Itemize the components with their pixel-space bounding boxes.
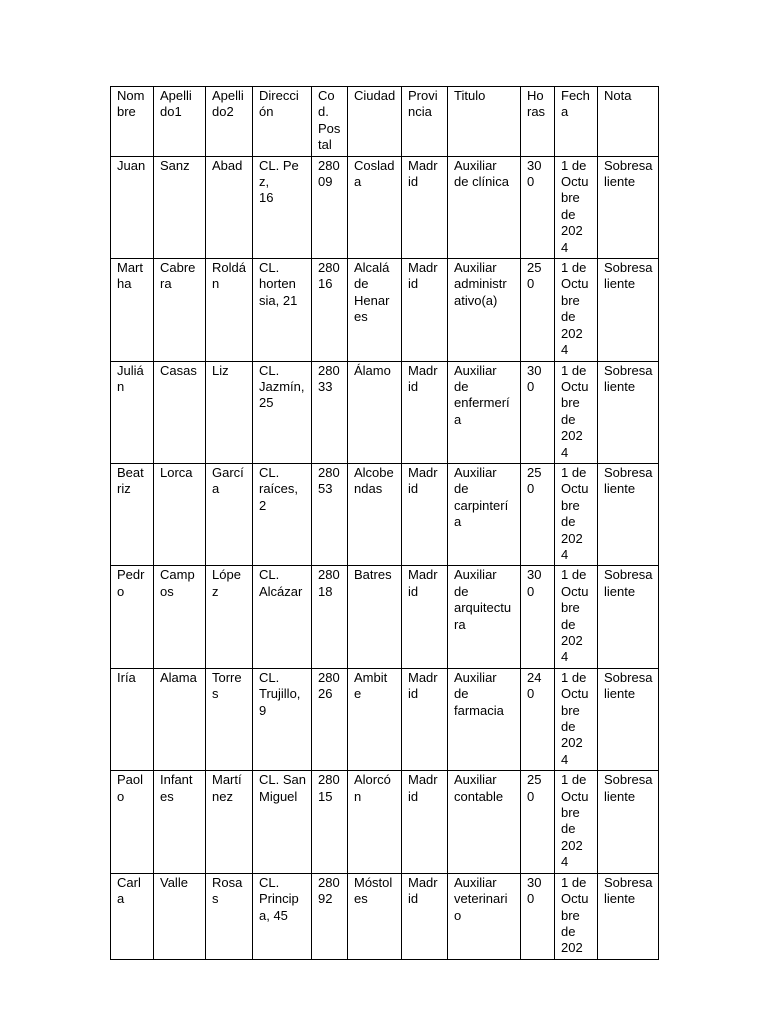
cell-text: Alorcó n [354,772,391,804]
cell-text: Sobresa liente [604,464,653,497]
cell-nombre [111,566,154,668]
cell-apellido2 [206,668,253,770]
cell-ciudad [348,463,402,565]
cell-text: 1 de Octu bre de 202 4 [561,669,589,767]
header-provincia [402,87,448,157]
cell-text: 25 0 [527,772,542,804]
cell-horas [521,668,555,770]
cell-text: Auxiliar contable [454,772,504,804]
cell-nombre [111,873,154,959]
cell-apellido1 [154,259,206,361]
cell-text: Juliá n [117,362,144,394]
header-nombre [111,87,154,157]
cell-text: Auxiliar de clínica [454,157,509,190]
cell-provincia [402,873,448,959]
cell-text: 280 15 [318,772,340,804]
cell-nota [598,463,659,565]
cell-text: 25 0 [527,260,542,292]
cell-provincia [402,259,448,361]
cell-nota [598,566,659,668]
cell-fecha [555,668,598,770]
cell-apellido2 [206,463,253,565]
cell-text: CL. Trujillo, 9 [259,669,301,718]
cell-text: Móstol es [354,874,393,907]
cell-cod-postal [312,668,348,770]
cell-ciudad [348,668,402,770]
cell-direccion [253,259,312,361]
cell-direccion [253,873,312,959]
cell-titulo [448,156,521,258]
cell-horas [521,873,555,959]
cell-text: Madr id [408,669,438,702]
cell-text: Coslad a [354,157,395,190]
cell-fecha [555,156,598,258]
cell-fecha [555,873,598,959]
table-row [111,668,659,770]
header-row [111,87,659,157]
cell-text: 1 de Octu bre de 202 4 [561,260,589,358]
cell-cod-postal [312,771,348,873]
cell-text: Madr id [408,362,438,394]
cell-text: CL. San Miguel [259,772,306,804]
cell-text: Valle [160,874,188,890]
cell-text: Juan [117,157,146,173]
header-label: Fech a [561,88,590,120]
header-label: Ho ras [527,88,546,120]
cell-text: 280 33 [318,362,340,394]
cell-text: 1 de Octu bre de 202 4 [561,567,589,665]
header-fecha [555,87,598,157]
header-nota [598,87,659,157]
cell-text: Sobresa liente [604,669,653,702]
cell-text: CL. Pez, 16 [259,157,299,206]
cell-text: Auxiliar de carpinterí a [454,464,509,530]
table-row [111,873,659,959]
cell-text: Madr id [408,874,438,907]
header-label: Apelli do1 [160,88,192,120]
cell-text: 30 0 [527,567,542,599]
cell-text: Paol o [117,772,144,804]
table-row [111,156,659,258]
cell-provincia [402,668,448,770]
header-ciudad [348,87,402,157]
students-table [110,86,659,960]
cell-apellido1 [154,361,206,463]
cell-apellido1 [154,873,206,959]
cell-text: Madr id [408,260,438,292]
cell-text: Rosas [212,874,243,907]
cell-titulo [448,361,521,463]
cell-text: Madr id [408,464,438,497]
cell-text: 30 0 [527,157,542,190]
cell-apellido2 [206,566,253,668]
header-label: Ciudad [354,88,396,103]
cell-text: Sobresa liente [604,157,653,190]
cell-text: CL. raíces, 2 [259,464,299,513]
cell-direccion [253,668,312,770]
cell-fecha [555,566,598,668]
header-apellido2 [206,87,253,157]
header-label: Nota [604,88,632,103]
cell-titulo [448,873,521,959]
cell-ciudad [348,873,402,959]
cell-cod-postal [312,873,348,959]
cell-nota [598,156,659,258]
cell-horas [521,259,555,361]
table-row [111,566,659,668]
cell-text: Álamo [354,362,391,378]
cell-text: Beat riz [117,464,144,497]
cell-text: 1 de Octu bre de 202 4 [561,157,589,255]
header-label: Co d. Pos tal [318,88,341,153]
cell-horas [521,771,555,873]
cell-provincia [402,463,448,565]
cell-apellido2 [206,156,253,258]
cell-text: Liz [212,362,229,378]
cell-text: Sobresa liente [604,260,653,292]
cell-ciudad [348,566,402,668]
cell-cod-postal [312,566,348,668]
cell-nota [598,873,659,959]
cell-text: Sobresa liente [604,772,653,804]
table-row [111,361,659,463]
cell-cod-postal [312,463,348,565]
cell-text: 30 0 [527,362,542,394]
cell-text: CL. Princip a, 45 [259,874,299,923]
table-header [111,87,659,157]
cell-text: Auxiliar veterinari o [454,874,508,923]
cell-apellido1 [154,771,206,873]
cell-provincia [402,771,448,873]
cell-text: Pedr o [117,567,145,599]
cell-apellido1 [154,566,206,668]
cell-fecha [555,771,598,873]
cell-text: Sobresa liente [604,567,653,599]
cell-titulo [448,668,521,770]
cell-text: Auxiliar de farmacia [454,669,504,718]
cell-text: Torre s [212,669,242,702]
cell-text: Mart ha [117,260,143,292]
cell-titulo [448,259,521,361]
header-label: Provi ncia [408,88,438,120]
cell-text: CL. Alcázar [259,567,303,599]
cell-apellido1 [154,156,206,258]
cell-text: Carl a [117,874,141,907]
cell-apellido1 [154,463,206,565]
header-titulo [448,87,521,157]
cell-direccion [253,463,312,565]
cell-text: Sobresa liente [604,874,653,907]
cell-text: 1 de Octu bre de 202 [561,874,589,956]
header-horas [521,87,555,157]
cell-direccion [253,156,312,258]
cell-nombre [111,771,154,873]
cell-fecha [555,259,598,361]
cell-fecha [555,463,598,565]
cell-provincia [402,156,448,258]
cell-titulo [448,771,521,873]
cell-apellido2 [206,361,253,463]
cell-text: 25 0 [527,464,542,497]
cell-text: Madr id [408,772,438,804]
cell-text: Auxiliar administr ativo(a) [454,260,507,308]
cell-horas [521,156,555,258]
cell-ciudad [348,771,402,873]
cell-text: 30 0 [527,874,542,907]
cell-cod-postal [312,156,348,258]
cell-text: Auxiliar de arquitectu ra [454,567,512,632]
cell-cod-postal [312,361,348,463]
cell-text: Iría [117,669,136,685]
cell-nombre [111,259,154,361]
cell-text: Sobresa liente [604,362,653,394]
table-body [111,156,659,959]
table-row [111,259,659,361]
header-direccion [253,87,312,157]
cell-titulo [448,566,521,668]
table-row [111,771,659,873]
cell-ciudad [348,361,402,463]
cell-apellido1 [154,668,206,770]
cell-nota [598,259,659,361]
cell-text: Alcobe ndas [354,464,394,497]
cell-apellido2 [206,873,253,959]
cell-text: Sanz [160,157,190,173]
cell-horas [521,463,555,565]
cell-nota [598,361,659,463]
cell-text: Madr id [408,567,438,599]
cell-nota [598,668,659,770]
cell-text: Garcí a [212,464,244,497]
cell-direccion [253,361,312,463]
cell-provincia [402,566,448,668]
cell-text: 280 18 [318,567,340,599]
cell-nombre [111,156,154,258]
cell-text: Martí nez [212,772,242,804]
cell-text: 1 de Octu bre de 202 4 [561,464,589,562]
cell-direccion [253,566,312,668]
cell-text: 280 26 [318,669,340,702]
cell-text: CL. horten sia, 21 [259,260,298,308]
cell-horas [521,361,555,463]
cell-text: Batres [354,567,392,583]
cell-text: Infant es [160,772,193,804]
cell-nota [598,771,659,873]
cell-titulo [448,463,521,565]
cell-ciudad [348,156,402,258]
cell-fecha [555,361,598,463]
cell-ciudad [348,259,402,361]
cell-text: Alcalá de Henar es [354,260,390,325]
table-row [111,463,659,565]
cell-text: 280 53 [318,464,340,497]
cell-apellido2 [206,771,253,873]
cell-text: Camp os [160,567,195,599]
cell-cod-postal [312,259,348,361]
cell-text: Cabre ra [160,260,196,292]
header-label: Direcci ón [259,88,299,120]
cell-provincia [402,361,448,463]
cell-apellido2 [206,259,253,361]
cell-text: 280 92 [318,874,340,907]
cell-text: 24 0 [527,669,542,702]
header-label: Apelli do2 [212,88,244,120]
header-apellido1 [154,87,206,157]
cell-text: Lópe z [212,567,241,599]
cell-text: Auxiliar de enfermerí a [454,362,510,427]
cell-text: Abad [212,157,243,173]
cell-text: Ambit e [354,669,388,702]
cell-text: Casas [160,362,197,378]
cell-text: Madr id [408,157,438,190]
cell-text: Lorca [160,464,193,480]
header-cod-postal [312,87,348,157]
cell-nombre [111,361,154,463]
cell-nombre [111,668,154,770]
cell-text: 1 de Octu bre de 202 4 [561,772,589,870]
cell-horas [521,566,555,668]
cell-text: 280 16 [318,260,340,292]
cell-text: 1 de Octu bre de 202 4 [561,362,589,460]
cell-nombre [111,463,154,565]
cell-text: Alama [160,669,197,685]
cell-text: 280 09 [318,157,340,190]
cell-text: Roldá n [212,260,246,292]
cell-text: CL. Jazmín, 25 [259,362,305,411]
cell-direccion [253,771,312,873]
header-label: Nom bre [117,88,145,120]
header-label: Titulo [454,88,486,103]
